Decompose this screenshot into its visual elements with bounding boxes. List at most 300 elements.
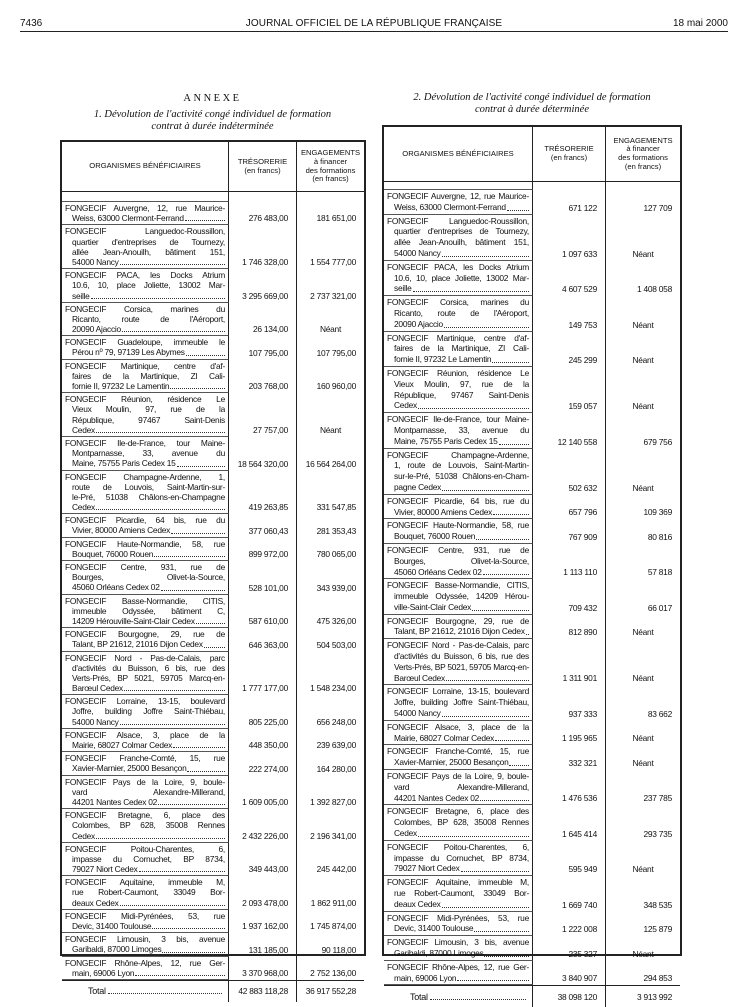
table-body — [62, 192, 364, 1002]
organisme-cell — [384, 745, 533, 770]
table-row — [384, 770, 680, 805]
dot-leader — [430, 999, 526, 1000]
table-row — [62, 776, 364, 810]
organisme-line-text: Maine, 75755 Paris Cedex 15 — [394, 435, 498, 446]
table-row — [62, 360, 364, 394]
organisme-line — [387, 863, 529, 874]
organisme-line: Montparnasse, 33, avenue du — [394, 424, 529, 435]
organisme-line — [387, 283, 529, 294]
organisme-line — [65, 831, 225, 841]
engagements-value: 281 353,43 — [316, 525, 356, 536]
right-table-title — [382, 92, 682, 116]
organisme-line-text: 54000 Nancy — [72, 716, 119, 727]
organisme-line: FONGECIF PACA, les Docks Atrium — [387, 261, 529, 272]
organisme-line — [65, 683, 225, 693]
col-tresorerie-header — [229, 142, 297, 191]
organisme-line-text: Cedex — [72, 424, 95, 435]
spacer-cell — [384, 182, 533, 190]
organisme-line: FONGECIF Pays de la Loire, 9, boule- — [65, 776, 225, 787]
organisme-line-text: fornie II, 97232 Le Lamentin — [394, 354, 492, 365]
engagements-value: Néant — [632, 673, 654, 684]
dot-leader — [446, 673, 529, 682]
organisme-line-text: deaux Cedex — [72, 897, 119, 908]
engagements-value: Néant — [632, 319, 654, 330]
organisme-line-text: seille — [394, 283, 412, 294]
table-row — [384, 841, 680, 876]
organisme-line — [65, 797, 225, 807]
engagements-value: 109 369 — [643, 507, 672, 518]
table-row — [384, 745, 680, 770]
organisme-line: Ricanto, route de l'Aéroport, — [72, 313, 225, 324]
dot-leader — [483, 567, 529, 576]
tresorerie-value: 1 669 740 — [533, 876, 606, 911]
dot-leader — [442, 899, 529, 908]
engagements-value: Néant — [632, 627, 654, 638]
organisme-line-text: 45060 Orléans Cedex 02 — [394, 566, 482, 577]
engagements-value: Néant — [632, 354, 654, 365]
engagements-value: 125 879 — [643, 924, 672, 935]
organisme-cell — [62, 729, 229, 752]
engagements-value: 80 816 — [647, 531, 672, 542]
engagements-value: 239 639,00 — [316, 740, 356, 751]
organisme-line — [387, 507, 529, 518]
organisme-line: route de Louvois, Saint-Martin-sur- — [72, 481, 225, 492]
tresorerie-value: 27 757,00 — [229, 393, 297, 437]
organisme-line: FONGECIF Midi-Pyrénées, 53, rue — [387, 912, 529, 923]
tresorerie-value: 1 777 177,00 — [229, 652, 297, 696]
dot-leader — [495, 733, 529, 742]
tresorerie-value: 937 333 — [533, 685, 606, 720]
organisme-cell — [62, 876, 229, 910]
organisme-line-text: Mairie, 68027 Colmar Cedex — [72, 740, 173, 750]
page-header — [20, 16, 728, 32]
organisme-cell — [384, 332, 533, 367]
organisme-line — [65, 740, 225, 750]
engagements-value: 1 548 234,00 — [310, 683, 356, 694]
organisme-line: quartier d'entreprises de Tournezy, — [72, 236, 225, 247]
table-row — [62, 225, 364, 269]
organisme-line — [65, 425, 225, 435]
organisme-line-text: main, 69006 Lyon — [72, 967, 135, 978]
tresorerie-value: 332 321 — [533, 745, 606, 770]
organisme-line: FONGECIF Poitou-Charentes, 6, — [387, 841, 529, 852]
organisme-line-text: 54000 Nancy — [394, 708, 441, 719]
col-organismes-header — [384, 127, 533, 181]
organisme-line — [65, 898, 225, 908]
dot-leader — [139, 864, 225, 872]
organisme-cell — [62, 202, 229, 225]
tresorerie-value: 131 185,00 — [229, 933, 297, 956]
organisme-line — [65, 616, 225, 626]
organisme-line — [387, 757, 529, 768]
tresorerie-value: 671 122 — [533, 190, 606, 215]
organisme-line: Joffre, building Joffre Saint-Thiébau, — [72, 706, 225, 717]
engagements-value: 656 248,00 — [316, 716, 356, 727]
tresorerie-value: 419 263,85 — [229, 471, 297, 515]
organisme-line: FONGECIF Aquitaine, immeuble M, — [65, 877, 225, 888]
table-row — [62, 514, 364, 537]
spacer-cell — [606, 182, 680, 190]
table-row — [384, 805, 680, 840]
table-row — [384, 190, 680, 215]
organisme-line — [65, 717, 225, 727]
organisme-line-text: Cedex — [394, 828, 417, 839]
organisme-line: FONGECIF Centre, 931, rue de — [387, 544, 529, 555]
engagements-value: 331 547,85 — [316, 502, 356, 513]
organisme-line: allée Jean-Anouilh, bâtiment 151, — [72, 246, 225, 257]
tresorerie-total: 42 883 118,28 — [229, 980, 297, 1002]
organisme-cell — [62, 437, 229, 471]
organisme-line — [65, 549, 225, 559]
organisme-line — [65, 213, 225, 223]
organisme-line: Vieux Moulin, 97, rue de la — [394, 378, 529, 389]
spacer-cell — [533, 182, 606, 190]
tresorerie-value: 1 113 110 — [533, 544, 606, 579]
table-row — [62, 561, 364, 595]
engagements-value: 245 442,00 — [316, 864, 356, 875]
table-row — [62, 695, 364, 729]
engagements-value: 160 960,00 — [316, 381, 356, 392]
organisme-line: FONGECIF Corsica, marines du — [65, 303, 225, 314]
organisme-line: Verts-Prés, BP 5021, 59705 Marcq-en- — [72, 672, 225, 683]
organisme-line: Bourges, Olivet-la-Source, — [72, 572, 225, 583]
dot-leader — [526, 626, 529, 635]
dot-leader — [173, 740, 225, 748]
organisme-line — [387, 899, 529, 910]
engagements-value: 475 326,00 — [316, 616, 356, 627]
organisme-line-text: 14209 Hérouville-Saint-Clair Cedex — [72, 615, 195, 626]
organisme-line: FONGECIF Limousin, 3 bis, avenue — [387, 937, 529, 948]
tresorerie-value: 448 350,00 — [229, 729, 297, 752]
dot-leader — [499, 436, 529, 445]
dot-leader — [96, 425, 225, 433]
organisme-line-text: 45060 Orléans Cedex 02 — [72, 582, 160, 593]
engagements-total: 36 917 552,28 — [297, 980, 364, 1002]
organisme-line-text: Garibaldi, 87000 Limoges — [72, 944, 162, 955]
organisme-line-text: Talant, BP 21612, 21016 Dijon Cedex — [72, 639, 203, 650]
tresorerie-value: 159 057 — [533, 367, 606, 413]
table-row — [384, 296, 680, 331]
organisme-line: FONGECIF Auvergne, 12, rue Maurice- — [65, 203, 225, 213]
engagements-value: 343 939,00 — [316, 582, 356, 593]
total-label: Total — [88, 986, 106, 997]
organisme-line: FONGECIF Bretagne, 6, place des — [387, 806, 529, 817]
organisme-line: sur-le-Pré, 51038 Châlons-en-Cham- — [394, 471, 529, 482]
left-table-title — [60, 109, 365, 133]
engagements-value: 2 737 321,00 — [310, 290, 356, 301]
dot-leader — [476, 531, 529, 540]
organisme-line: FONGECIF Alsace, 3, place de la — [387, 721, 529, 732]
dot-leader — [170, 381, 225, 389]
engagements-value: 2 752 136,00 — [310, 967, 356, 978]
organisme-cell — [384, 685, 533, 720]
dot-leader — [442, 482, 529, 491]
organisme-line-text: Xavier-Marnier, 25000 Besançon — [394, 757, 509, 768]
organisme-cell — [62, 628, 229, 651]
annexe-heading: ANNEXE — [183, 93, 242, 104]
organisme-line: FONGECIF Bourgogne, 29, rue de — [387, 615, 529, 626]
tresorerie-value: 3 295 669,00 — [229, 269, 297, 303]
engagements-value: 780 065,00 — [316, 549, 356, 559]
table-row — [384, 261, 680, 296]
organisme-line: Joffre, building Joffre Saint-Thiébau, — [394, 697, 529, 708]
dot-leader — [442, 248, 529, 257]
table-row — [62, 437, 364, 471]
table-row — [384, 876, 680, 911]
tresorerie-value: 646 363,00 — [229, 628, 297, 651]
organisme-line: FONGECIF Franche-Comté, 15, rue — [387, 746, 529, 757]
dot-leader — [120, 898, 225, 906]
organisme-line: FONGECIF Haute-Normandie, 58, rue — [65, 538, 225, 549]
dot-leader — [457, 973, 529, 982]
organisme-line-text: Bouquet, 76000 Rouen — [72, 548, 154, 559]
tresorerie-value: 1 609 005,00 — [229, 776, 297, 810]
organisme-line — [65, 944, 225, 954]
organisme-line: 10.6, 10, place Joliette, 13002 Mar- — [72, 280, 225, 291]
organisme-line-text: Cedex — [394, 400, 417, 411]
engagements-value: 237 785 — [643, 793, 672, 804]
organisme-cell — [384, 495, 533, 520]
organisme-line — [387, 602, 529, 613]
tresorerie-value: 1 222 008 — [533, 912, 606, 937]
dot-leader — [444, 319, 529, 328]
tresorerie-value: 1 097 633 — [533, 215, 606, 261]
organisme-line: FONGECIF Alsace, 3, place de la — [65, 729, 225, 740]
dot-leader — [418, 400, 529, 409]
engagements-value: 127 709 — [643, 202, 672, 213]
dot-leader — [509, 757, 529, 766]
organisme-cell — [62, 225, 229, 269]
organisme-cell — [62, 471, 229, 515]
tresorerie-value: 1 195 965 — [533, 721, 606, 746]
organisme-line — [387, 948, 529, 959]
organisme-cell — [62, 336, 229, 359]
tresorerie-value: 502 632 — [533, 449, 606, 495]
organisme-line-text: seille — [72, 290, 90, 301]
top-spacer — [62, 192, 364, 202]
organisme-line: FONGECIF Bourgogne, 29, rue de — [65, 629, 225, 640]
engagements-value: Néant — [632, 248, 654, 259]
table-row — [384, 215, 680, 261]
dot-leader — [152, 921, 225, 929]
organisme-line-text: Weiss, 63000 Clermont-Ferrand — [72, 213, 184, 224]
table-header — [384, 127, 680, 182]
organisme-line-text: 44201 Nantes Cedex 02 — [72, 796, 158, 807]
dot-leader — [154, 549, 225, 557]
organisme-line: FONGECIF Lorraine, 13-15, boulevard — [387, 686, 529, 697]
organisme-line: FONGECIF Champagne-Ardenne, 1, — [65, 471, 225, 482]
organisme-line-text: deaux Cedex — [394, 898, 441, 909]
organisme-line: FONGECIF Pays de la Loire, 9, boule- — [387, 771, 529, 782]
table-body — [384, 182, 680, 1007]
dot-leader — [120, 717, 225, 725]
organisme-cell — [62, 595, 229, 629]
organisme-cell — [62, 695, 229, 729]
organisme-line: d'activités du Buisson, 6 bis, rue des — [394, 651, 529, 662]
organisme-cell — [62, 514, 229, 537]
right-title-line-2: contrat à durée déterminée — [474, 104, 589, 115]
organisme-line — [387, 793, 529, 804]
tresorerie-value: 18 564 320,00 — [229, 437, 297, 471]
organisme-line-text: 79027 Niort Cedex — [394, 863, 460, 874]
organisme-line — [65, 525, 225, 535]
total-label: Total — [410, 991, 428, 1002]
tresorerie-value: 899 972,00 — [229, 538, 297, 561]
table-row — [384, 912, 680, 937]
organisme-line — [387, 708, 529, 719]
organisme-line — [65, 921, 225, 931]
spacer-cell — [229, 192, 297, 202]
dot-leader — [418, 828, 529, 837]
dot-leader — [161, 582, 225, 590]
engagements-value: Néant — [632, 948, 654, 959]
engagements-value: Néant — [319, 324, 342, 335]
tresorerie-value: 3 370 968,00 — [229, 957, 297, 980]
organisme-cell — [384, 519, 533, 544]
dot-leader — [108, 993, 222, 994]
engagements-value: 2 196 341,00 — [310, 830, 356, 841]
tresorerie-value: 812 890 — [533, 615, 606, 640]
organisme-line: faires de la Martinique, ZI Cali- — [72, 370, 225, 381]
organisme-cell — [384, 579, 533, 614]
engagements-value: 90 118,00 — [321, 944, 356, 955]
organisme-line: d'activités du Buisson, 6 bis, rue des — [72, 662, 225, 673]
tresorerie-value: 587 610,00 — [229, 595, 297, 629]
total-label-cell — [384, 985, 533, 1007]
organisme-line: FONGECIF Picardie, 64 bis, rue du — [65, 515, 225, 526]
dot-leader — [185, 213, 225, 221]
table-row — [62, 336, 364, 359]
organisme-line — [65, 864, 225, 874]
dot-leader — [474, 923, 529, 932]
organisme-line: République, 97467 Saint-Denis — [394, 389, 529, 400]
tresorerie-value: 528 101,00 — [229, 561, 297, 595]
issue-date: 18 mai 2000 — [672, 18, 728, 29]
tresorerie-value: 805 225,00 — [229, 695, 297, 729]
organisme-line — [65, 458, 225, 468]
engagements-value: Néant — [319, 424, 342, 435]
organisme-line — [65, 582, 225, 592]
table-row — [384, 495, 680, 520]
organisme-line: FONGECIF Basse-Normandie, CITIS, — [387, 580, 529, 591]
table-row — [384, 639, 680, 685]
organisme-line: FONGECIF Franche-Comté, 15, rue — [65, 753, 225, 764]
table-row — [384, 413, 680, 448]
top-spacer — [384, 182, 680, 190]
organisme-line — [387, 354, 529, 365]
organisme-cell — [384, 367, 533, 413]
organisme-line: immeuble Odyssée, 14209 Hérou- — [394, 591, 529, 602]
organisme-line: FONGECIF Ile-de-France, tour Maine- — [387, 414, 529, 425]
organisme-line: FONGECIF Basse-Normandie, CITIS, — [65, 595, 225, 606]
organisme-line: Vieux Moulin, 97, rue de la — [72, 404, 225, 415]
engagements-value: 679 756 — [643, 436, 672, 447]
dot-leader — [158, 797, 225, 805]
organisme-line-text: Pérou nº 79, 97139 Les Abymes — [72, 347, 185, 358]
dot-leader — [196, 616, 225, 624]
dot-leader — [484, 948, 529, 957]
organisme-line: FONGECIF Champagne-Ardenne, — [387, 449, 529, 460]
organisme-cell — [62, 809, 229, 843]
table-row — [62, 809, 364, 843]
dot-leader — [204, 639, 225, 647]
organisme-cell — [384, 961, 533, 986]
organisme-line: FONGECIF Languedoc-Roussillon, — [65, 226, 225, 237]
organisme-cell — [62, 360, 229, 394]
organisme-line: Bourges, Olivet-la-Source, — [394, 555, 529, 566]
organisme-line-text: main, 69006 Lyon — [394, 972, 457, 983]
organisme-line-text: Talant, BP 21612, 21016 Dijon Cedex — [394, 626, 525, 637]
engagements-value: Néant — [632, 733, 654, 744]
dot-leader — [122, 324, 225, 332]
col-engagements-header — [297, 142, 364, 191]
spacer-cell — [297, 192, 364, 202]
organisme-line: FONGECIF Limousin, 3 bis, avenue — [65, 934, 225, 945]
organisme-line: FONGECIF Poitou-Charentes, 6, — [65, 843, 225, 854]
organisme-line: FONGECIF Ile-de-France, tour Maine- — [65, 437, 225, 448]
dot-leader — [177, 458, 225, 466]
organisme-line — [387, 400, 529, 411]
organisme-line: immeuble Odyssée, bâtiment C, — [72, 605, 225, 616]
organisme-line — [65, 324, 225, 334]
organisme-cell — [62, 269, 229, 303]
organisme-cell — [384, 544, 533, 579]
table-row — [62, 303, 364, 337]
organisme-line — [387, 482, 529, 493]
organisme-line: FONGECIF Haute-Normandie, 58, rue — [387, 520, 529, 531]
organisme-line: FONGECIF Rhône-Alpes, 12, rue Ger- — [387, 961, 529, 972]
table-row — [62, 910, 364, 933]
total-row — [62, 980, 364, 1002]
organisme-line — [65, 257, 225, 267]
organisme-line — [65, 347, 225, 357]
organisme-line — [387, 673, 529, 684]
organisme-line: République, 97467 Saint-Denis — [72, 414, 225, 425]
organisme-line — [387, 923, 529, 934]
tresorerie-value: 222 274,00 — [229, 752, 297, 775]
organisme-line-text: 20090 Ajaccio — [72, 324, 121, 335]
table-row — [384, 685, 680, 720]
organisme-cell — [62, 933, 229, 956]
tresorerie-value: 1 645 414 — [533, 805, 606, 840]
tresorerie-value: 595 949 — [533, 841, 606, 876]
tresorerie-value: 26 134,00 — [229, 303, 297, 337]
organisme-line-text: Weiss, 63000 Clermont-Ferrand — [394, 201, 506, 212]
table-row — [384, 961, 680, 986]
dot-leader — [442, 708, 529, 717]
organisme-line-text: Xavier-Marnier, 25000 Besançon — [72, 763, 187, 774]
table-row — [62, 652, 364, 696]
organisme-line: FONGECIF Picardie, 64 bis, rue du — [387, 495, 529, 506]
organisme-line — [387, 973, 529, 984]
organisme-cell — [62, 561, 229, 595]
engagements-total: 3 913 992 — [606, 985, 680, 1007]
organisme-cell — [384, 449, 533, 495]
tresorerie-value: 709 432 — [533, 579, 606, 614]
dot-leader — [162, 944, 225, 952]
organisme-line — [65, 763, 225, 773]
organisme-line: allée Jean-Anouilh, bâtiment 151, — [394, 237, 529, 248]
organisme-cell — [62, 957, 229, 980]
engagements-value: 1 408 058 — [636, 284, 672, 295]
organisme-line: 10.6, 10, place Joliette, 13002 Mar- — [394, 272, 529, 283]
dot-leader — [507, 202, 529, 211]
organisme-cell — [62, 538, 229, 561]
total-row — [384, 985, 680, 1007]
table-header — [62, 142, 364, 192]
tresorerie-value: 767 909 — [533, 519, 606, 544]
organisme-cell — [384, 261, 533, 296]
